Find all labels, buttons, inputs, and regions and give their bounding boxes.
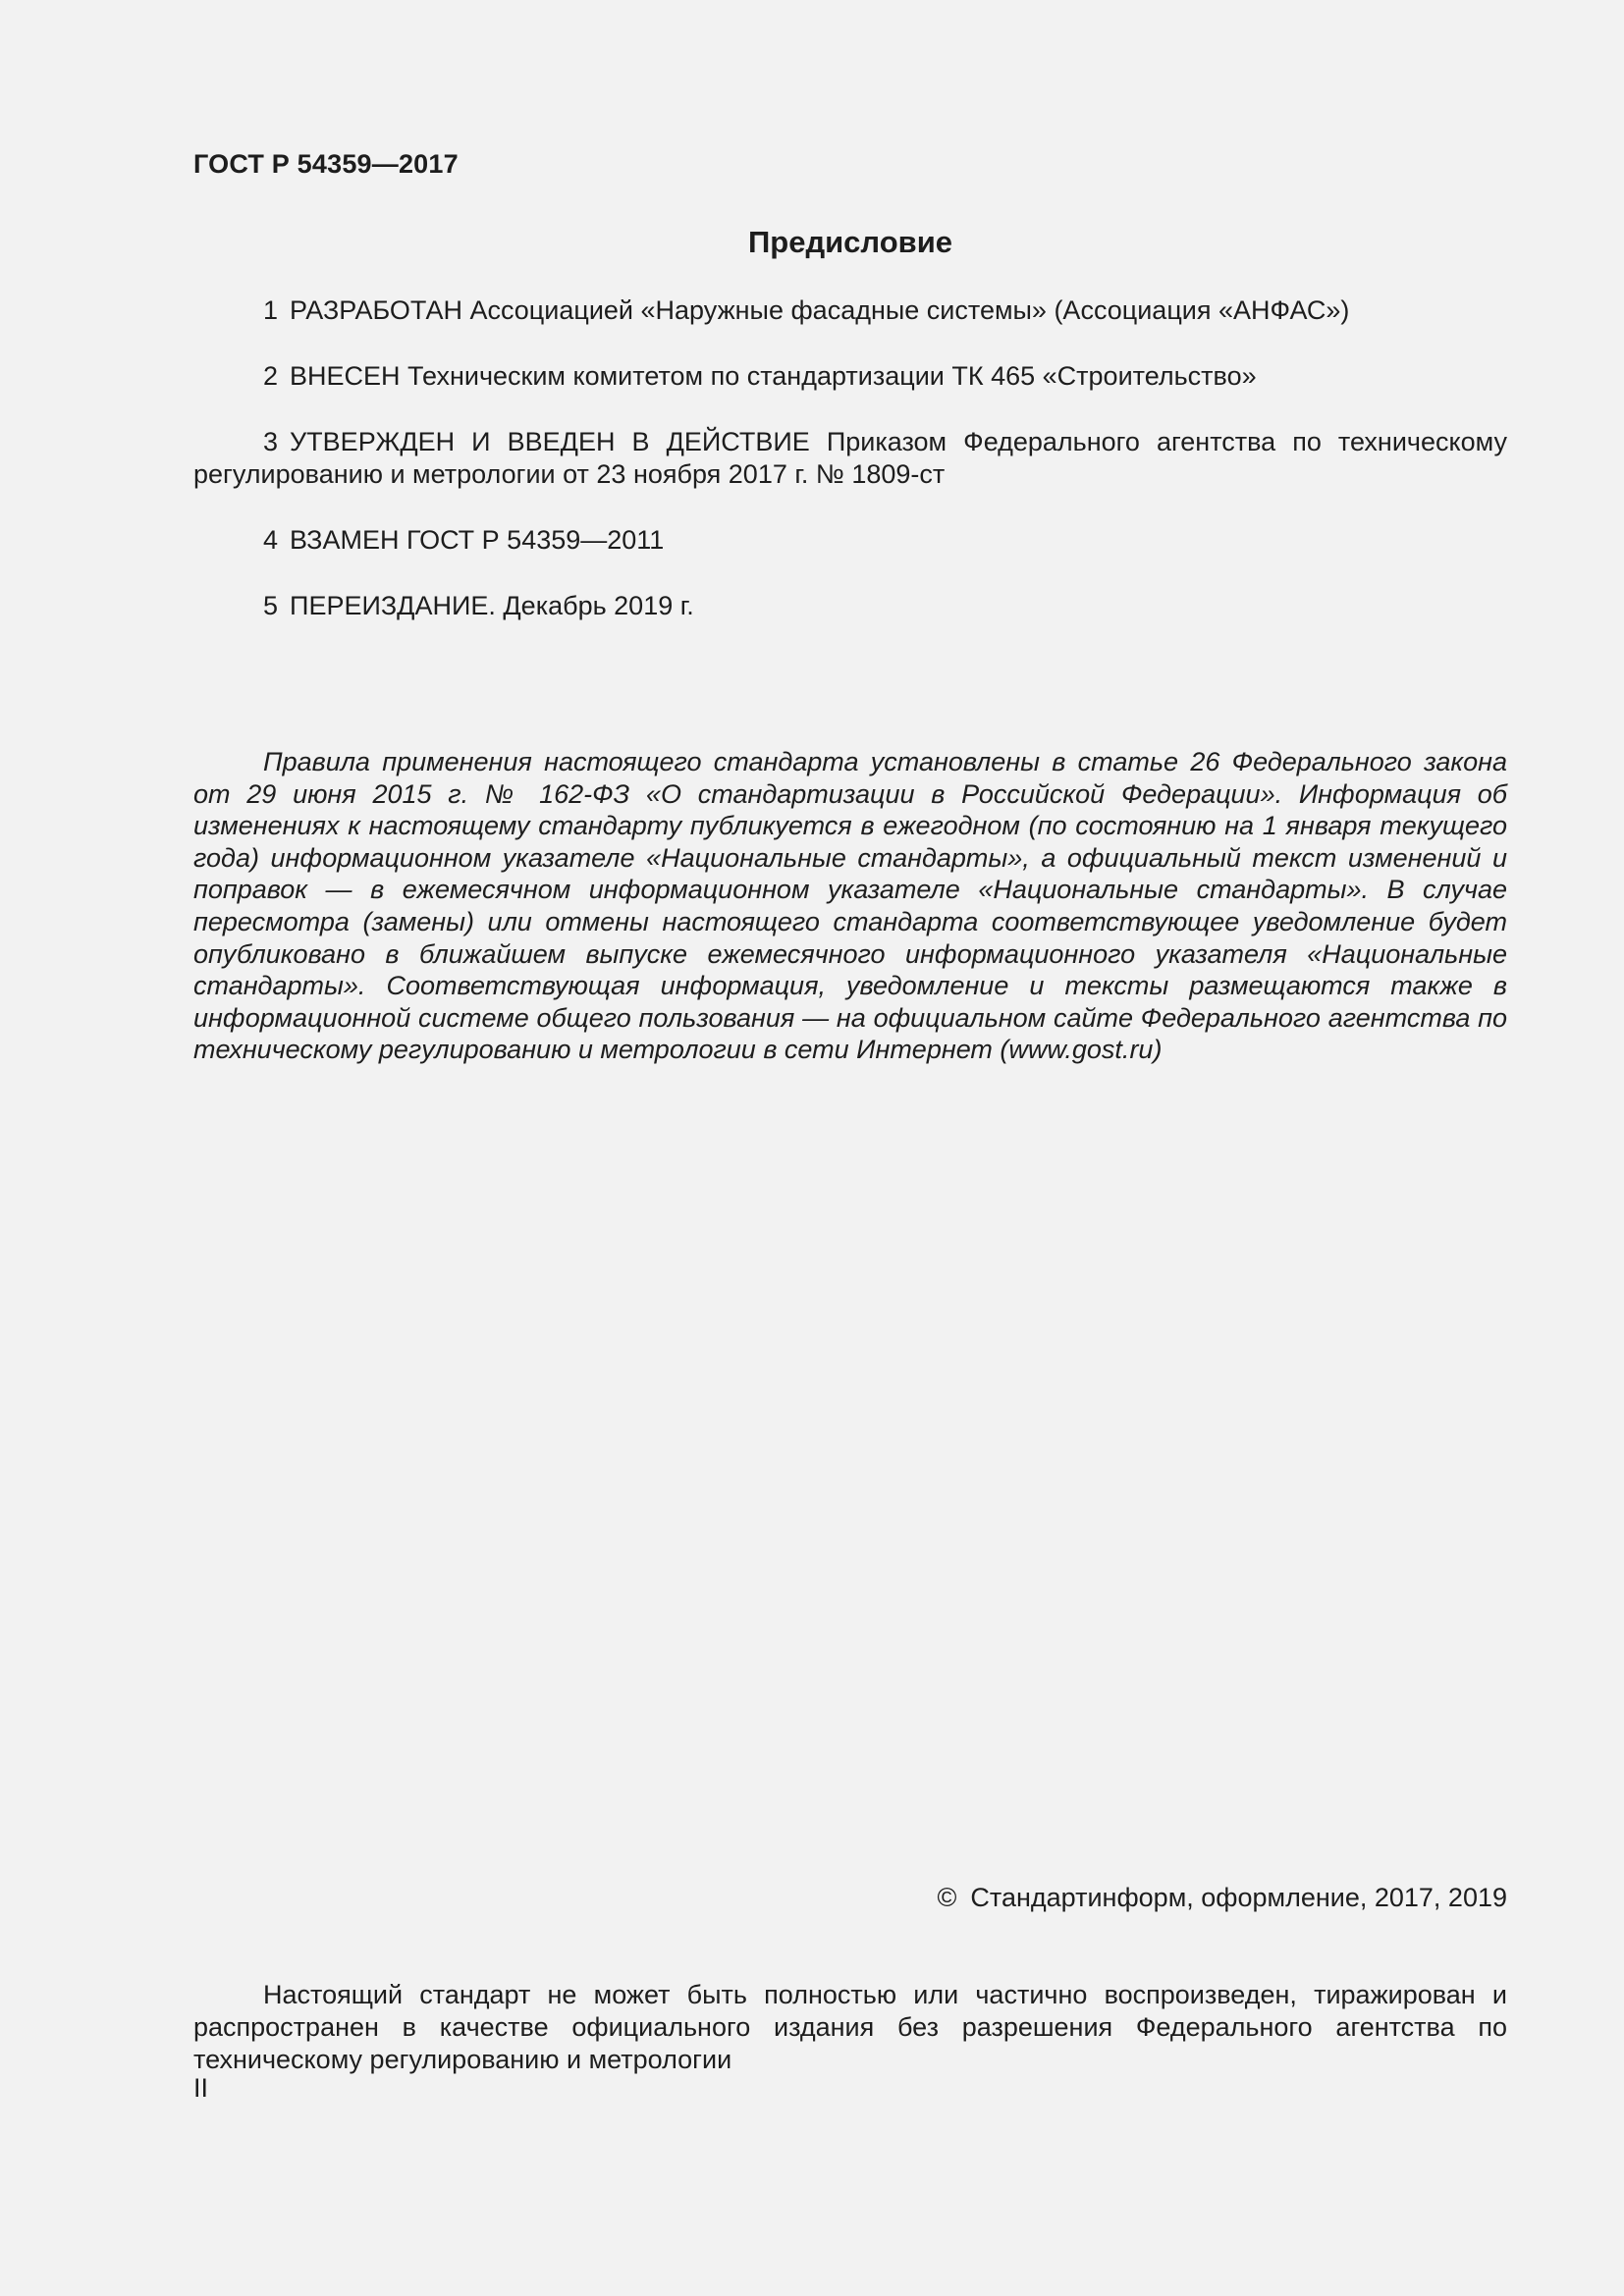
copyright-text: Стандартинформ, оформление, 2017, 2019 (970, 1883, 1507, 1912)
document-page (193, 0, 1507, 2296)
foreword-items-list (193, 294, 1507, 656)
foreword-item-4 (193, 524, 1507, 557)
item-number: 3 (263, 427, 279, 456)
copyright-line (938, 1883, 1508, 1913)
application-rules-notice: Правила применения настоящего стандарта установлены в статье 26 Федерального закона от 29 июня 2015 г. № 162-ФЗ «О стандартизации в Российской Федерации». Информация об изменениях к настоящему стандарту публикуется в ежегодном (по состоянию на 1 января текущего года) информационном указателе «Национальные стандарты», а официальный текст изменений и поправок — в ежемесячном информационном указателе «Национальные стандарты». В случае пересмотра (замены) или отмены настоящего стандарта соответствующее уведомление будет опубликовано в ближайшем выпуске ежемесячного информационного указателя «Национальные стандарты». Соответствующая информация, уведомление и тексты размещаются также в информационной системе общего пользования — на официальном сайте Федерального агентства по техническому регулированию и метрологии в сети Интернет (www.gost.ru) (193, 747, 1507, 1065)
item-number: 5 (263, 591, 279, 620)
item-number: 4 (263, 525, 279, 555)
page-number: II (193, 2073, 209, 2103)
item-number: 2 (263, 361, 279, 391)
page-title: Предисловие (747, 225, 952, 259)
document-id-header: ГОСТ Р 54359—2017 (193, 149, 459, 179)
reproduction-restriction-text: Настоящий стандарт не может быть полностью или частично воспроизведен, тиражирован и распространен в качестве официального издания без разрешения Федерального агентства по техническому регулированию и метрологии (193, 1980, 1507, 2074)
foreword-item-1 (193, 294, 1507, 327)
copyright-icon: © (937, 1883, 957, 1912)
item-text: УТВЕРЖДЕН И ВВЕДЕН В ДЕЙСТВИЕ Приказом Федерального агентства по техническому регулированию и метрологии от 23 ноября 2017 г. № 1809-ст (193, 427, 1507, 489)
foreword-item-2 (193, 360, 1507, 393)
foreword-item-5 (193, 590, 1507, 622)
item-text: ВЗАМЕН ГОСТ Р 54359—2011 (290, 525, 665, 555)
item-number: 1 (263, 295, 279, 325)
item-text: ПЕРЕИЗДАНИЕ. Декабрь 2019 г. (290, 591, 694, 620)
item-text: ВНЕСЕН Техническим комитетом по стандартизации ТК 465 «Строительство» (290, 361, 1257, 391)
foreword-item-3 (193, 426, 1507, 491)
item-text: РАЗРАБОТАН Ассоциацией «Наружные фасадные системы» (Ассоциация «АНФАС») (290, 295, 1350, 325)
